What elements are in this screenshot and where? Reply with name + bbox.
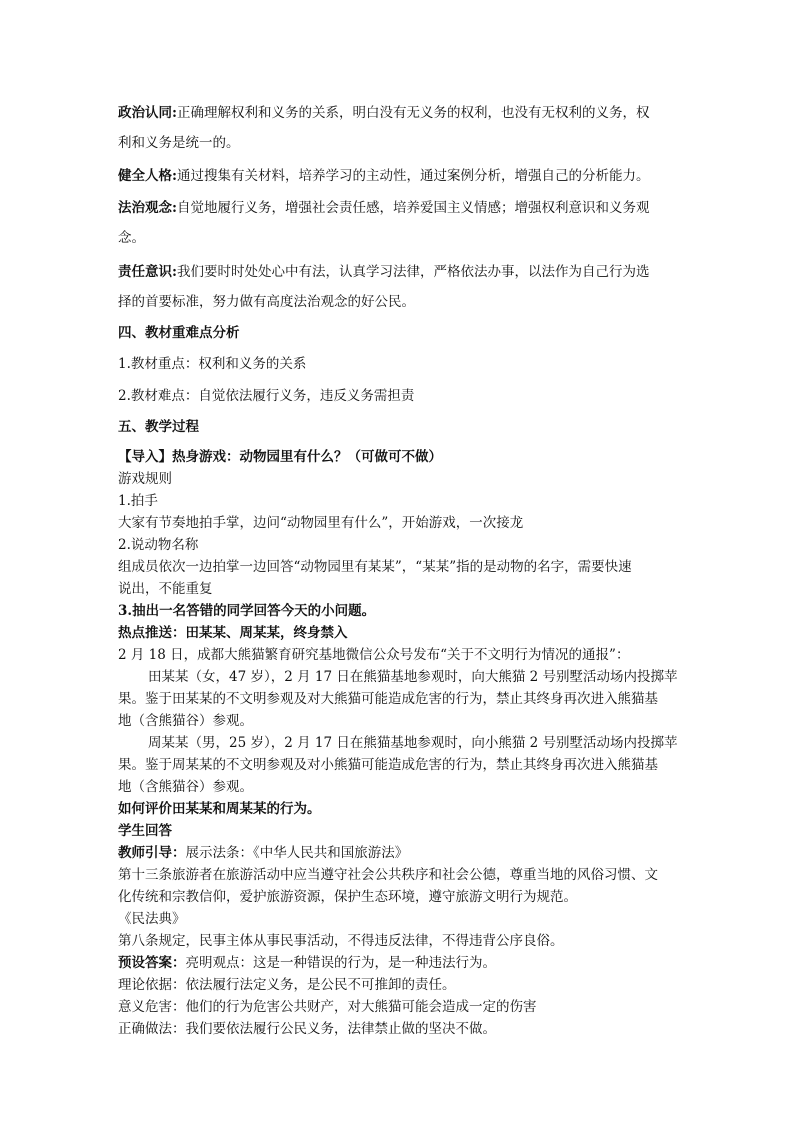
theory-basis xyxy=(118,975,694,995)
label: 健全人格: xyxy=(118,168,177,184)
text: 【导入】热身游戏：动物园里有什么？（可做可不做） xyxy=(118,449,442,465)
rule-3 xyxy=(118,601,694,621)
text: 热点推送：田某某、周某某，终身禁入 xyxy=(118,625,348,641)
text: 果。鉴于田某某的不文明参观及对大熊猫可能造成危害的行为，禁止其终身再次进入熊猫基 xyxy=(118,691,658,707)
news-case-1-cont xyxy=(118,689,694,709)
hot-topic-heading xyxy=(118,623,694,643)
rule-2 xyxy=(118,535,694,555)
text: 2.教材难点：自觉依法履行义务，违反义务需担责 xyxy=(118,388,415,404)
text: 意义危害：他们的行为危害公共财产，对大熊猫可能会造成一定的伤害 xyxy=(118,999,537,1015)
text: 利和义务是统一的。 xyxy=(118,135,240,151)
difficult-point xyxy=(118,386,694,406)
text: 地（含熊猫谷）参观。 xyxy=(118,713,253,729)
preset-answer xyxy=(118,953,694,973)
section-heading-5 xyxy=(118,417,694,437)
goal-political-cont xyxy=(118,133,694,153)
goal-political xyxy=(118,103,694,123)
news-case-2-end xyxy=(118,777,694,797)
news-case-2 xyxy=(148,733,694,753)
news-intro xyxy=(118,645,694,665)
teacher-guide xyxy=(118,843,694,863)
text: 展示法条：《中华人民共和国旅游法》 xyxy=(185,845,409,861)
text: 正确理解权利和义务的关系，明白没有无义务的权利，也没有无权利的义务，权 xyxy=(176,105,650,121)
student-answer xyxy=(118,821,694,841)
text: 1.教材重点：权利和义务的关系 xyxy=(118,356,307,372)
text: 《民法典》 xyxy=(118,911,186,927)
intro-heading xyxy=(118,447,694,467)
text: 如何评价田某某和周某某的行为。 xyxy=(118,801,321,817)
rule-1-desc xyxy=(118,513,694,533)
goal-personality xyxy=(118,166,694,186)
label: 预设答案： xyxy=(118,955,186,971)
text: 正确做法：我们要依法履行公民义务，法律禁止做的坚决不做。 xyxy=(118,1021,496,1037)
text: 亮明观点：这是一种错误的行为，是一种违法行为。 xyxy=(185,955,496,971)
goal-responsibility-cont xyxy=(118,292,694,312)
label: 政治认同: xyxy=(118,105,177,121)
text: 果。鉴于周某某的不文明参观及对小熊猫可能造成危害的行为，禁止其终身再次进入熊猫基 xyxy=(118,757,658,773)
text: 2.说动物名称 xyxy=(118,537,199,553)
text: 学生回答 xyxy=(118,823,172,839)
text: 游戏规则 xyxy=(118,471,172,487)
label: 责任意识: xyxy=(118,264,177,280)
civil-code-article-8 xyxy=(118,931,694,951)
text: 第八条规定，民事主体从事民事活动，不得违反法律，不得违背公序良俗。 xyxy=(118,933,564,949)
goal-responsibility xyxy=(118,262,694,282)
text: 五、教学过程 xyxy=(118,419,199,435)
law-article-13 xyxy=(118,865,694,885)
question xyxy=(118,799,694,819)
text: 田某某（女，47 岁），2 月 17 日在熊猫基地参观时，向大熊猫 2 号别墅活动场内投掷苹 xyxy=(148,669,678,685)
correct-practice xyxy=(118,1019,694,1039)
news-case-1 xyxy=(148,667,694,687)
text: 大家有节奏地拍手掌，边问“动物园里有什么”，开始游戏，一次接龙 xyxy=(118,515,524,531)
game-rules xyxy=(118,469,694,489)
news-case-2-cont xyxy=(118,755,694,775)
text: 我们要时时处处心中有法，认真学习法律，严格依法办事，以法作为自己行为选 xyxy=(176,264,650,280)
text: 通过搜集有关材料，培养学习的主动性，通过案例分析，增强自己的分析能力。 xyxy=(176,168,650,184)
text: 第十三条旅游者在旅游活动中应当遵守社会公共秩序和社会公德，尊重当地的风俗习惯、文 xyxy=(118,867,658,883)
goal-law-cont xyxy=(118,228,694,248)
key-point xyxy=(118,354,694,374)
text: 自觉地履行义务，增强社会责任感，培养爱国主义情感；增强权利意识和义务观 xyxy=(176,200,650,216)
text: 念。 xyxy=(118,230,145,246)
goal-law xyxy=(118,198,694,218)
text: 化传统和宗教信仰，爱护旅游资源，保护生态环境，遵守旅游文明行为规范。 xyxy=(118,889,577,905)
text: 1.拍手 xyxy=(118,493,158,509)
text: 理论依据：依法履行法定义务，是公民不可推卸的责任。 xyxy=(118,977,456,993)
rule-2-desc xyxy=(118,557,694,577)
news-case-1-end xyxy=(118,711,694,731)
significance-harm xyxy=(118,997,694,1017)
text: 周某某（男，25 岁），2 月 17 日在熊猫基地参观时，向小熊猫 2 号别墅活动场内投掷苹 xyxy=(148,735,678,751)
law-article-13-cont xyxy=(118,887,694,907)
text: 3.抽出一名答错的同学回答今天的小问题。 xyxy=(118,603,376,619)
civil-code-title xyxy=(118,909,694,929)
text: 2 月 18 日，成都大熊猫繁育研究基地微信公众号发布“关于不文明行为情况的通报”： xyxy=(118,647,630,663)
rule-2-desc-cont xyxy=(118,579,694,599)
label: 法治观念: xyxy=(118,200,177,216)
text: 择的首要标准，努力做有高度法治观念的好公民。 xyxy=(118,294,415,310)
label: 教师引导： xyxy=(118,845,186,861)
text: 说出，不能重复 xyxy=(118,581,213,597)
section-heading-4 xyxy=(118,323,694,343)
text: 组成员依次一边拍掌一边回答“动物园里有某某”，“某某”指的是动物的名字，需要快速 xyxy=(118,559,632,575)
text: 四、教材重难点分析 xyxy=(118,325,240,341)
rule-1 xyxy=(118,491,694,511)
text: 地（含熊猫谷）参观。 xyxy=(118,779,253,795)
